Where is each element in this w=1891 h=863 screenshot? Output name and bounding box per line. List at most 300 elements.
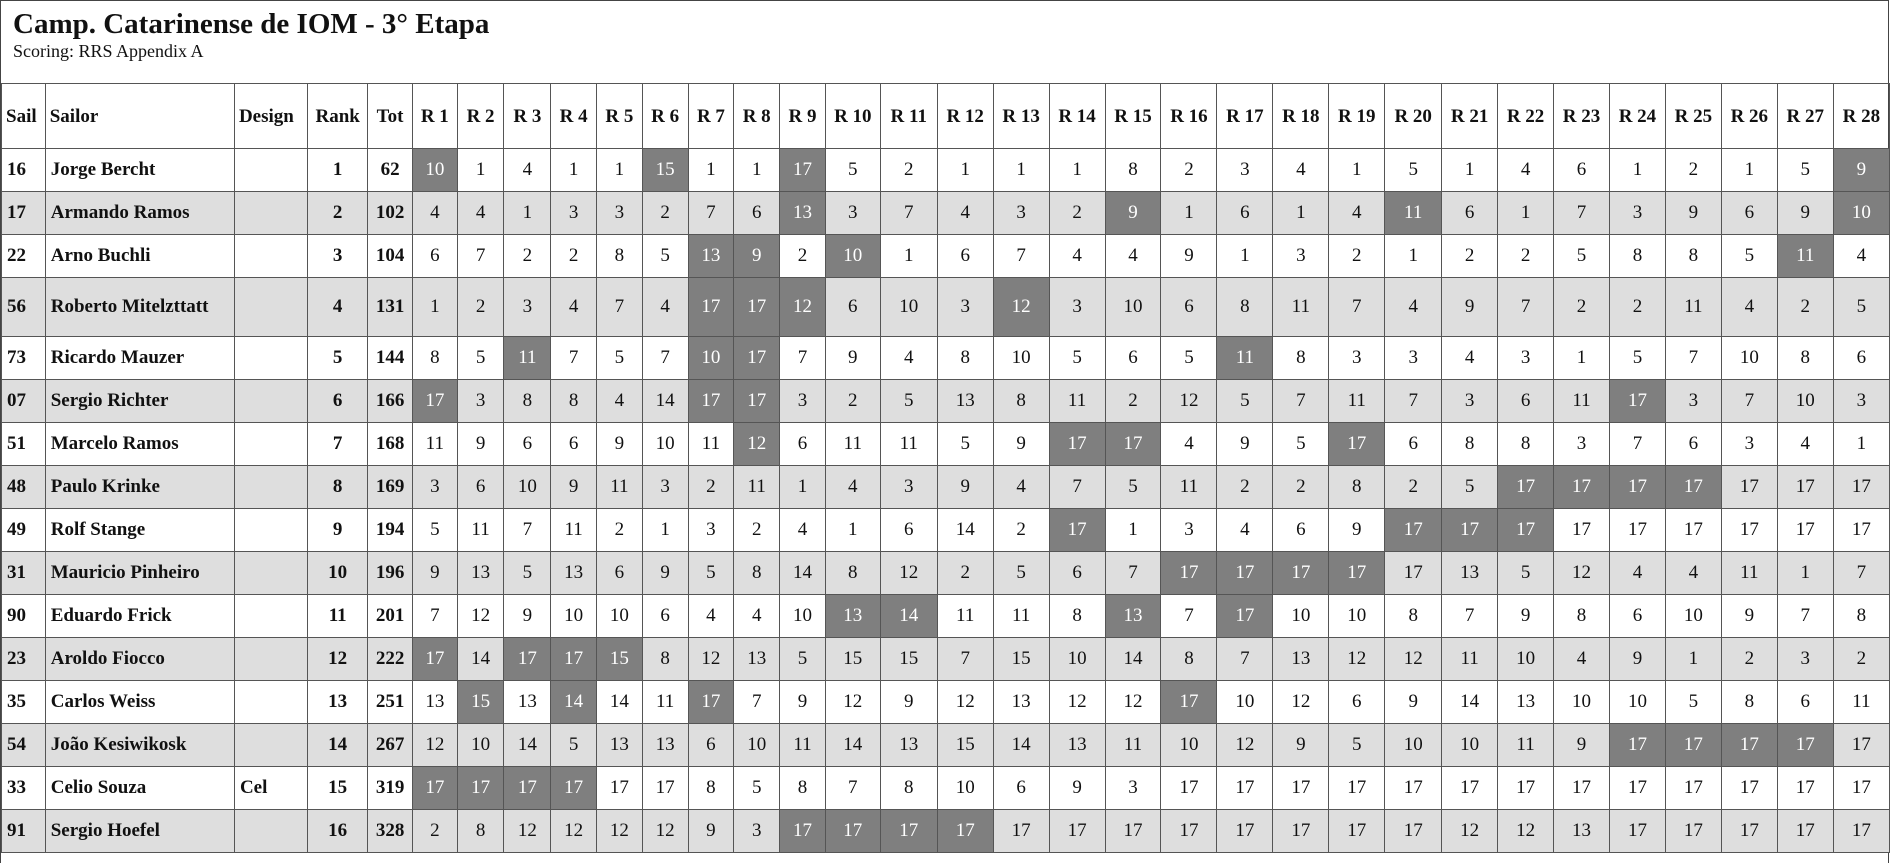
score-cell: 11 [993,595,1049,638]
sail-cell: 22 [2,235,46,278]
score-cell: 12 [597,810,643,853]
score-cell: 10 [551,595,597,638]
score-cell: 7 [504,509,551,552]
discarded-score-cell: 13 [780,192,826,235]
score-cell: 9 [688,810,734,853]
col-header-race: R 1 [412,84,457,149]
col-header-race: R 16 [1161,84,1217,149]
discarded-score-cell: 17 [1161,681,1217,724]
score-cell: 7 [1105,552,1161,595]
discarded-score-cell: 15 [457,681,504,724]
score-cell: 2 [1105,380,1161,423]
score-cell: 3 [734,810,780,853]
score-cell: 17 [1777,509,1833,552]
discarded-score-cell: 9 [1833,149,1889,192]
sail-cell: 91 [2,810,46,853]
score-cell: 11 [688,423,734,466]
score-cell: 2 [1329,235,1385,278]
score-cell: 1 [780,466,826,509]
discarded-score-cell: 17 [1329,423,1385,466]
sail-cell: 54 [2,724,46,767]
score-cell: 14 [642,380,688,423]
score-cell: 5 [1442,466,1498,509]
discarded-score-cell: 10 [825,235,880,278]
score-cell: 3 [1385,337,1442,380]
score-cell: 5 [1609,337,1665,380]
score-cell: 3 [1105,767,1161,810]
score-cell: 12 [1442,810,1498,853]
discarded-score-cell: 11 [1217,337,1273,380]
score-cell: 8 [688,767,734,810]
score-cell: 7 [780,337,826,380]
score-cell: 11 [457,509,504,552]
total-cell: 169 [368,466,413,509]
discarded-score-cell: 11 [504,337,551,380]
score-cell: 6 [551,423,597,466]
score-cell: 7 [1442,595,1498,638]
score-cell: 10 [993,337,1049,380]
sailor-cell: Roberto Mitelzttatt [45,278,234,337]
score-cell: 1 [597,149,643,192]
score-cell: 12 [1105,681,1161,724]
score-cell: 9 [1329,509,1385,552]
score-cell: 5 [1105,466,1161,509]
discarded-score-cell: 13 [688,235,734,278]
discarded-score-cell: 17 [1105,423,1161,466]
score-cell: 8 [642,638,688,681]
score-cell: 7 [1777,595,1833,638]
score-cell: 4 [1665,552,1721,595]
score-cell: 1 [1273,192,1329,235]
score-cell: 7 [1721,380,1777,423]
discarded-score-cell: 17 [688,278,734,337]
score-cell: 4 [1385,278,1442,337]
score-cell: 11 [937,595,993,638]
score-cell: 17 [1554,767,1610,810]
col-header-tot: Tot [368,84,413,149]
design-cell [234,380,307,423]
rank-cell: 4 [308,278,368,337]
score-cell: 6 [780,423,826,466]
score-cell: 3 [937,278,993,337]
score-cell: 6 [688,724,734,767]
score-cell: 9 [1721,595,1777,638]
score-cell: 1 [1442,149,1498,192]
discarded-score-cell: 12 [993,278,1049,337]
total-cell: 168 [368,423,413,466]
score-cell: 11 [1498,724,1554,767]
col-header-sailor: Sailor [45,84,234,149]
score-cell: 17 [1385,552,1442,595]
score-cell: 6 [1721,192,1777,235]
score-cell: 11 [642,681,688,724]
score-cell: 2 [1665,149,1721,192]
score-cell: 12 [1498,810,1554,853]
score-cell: 11 [880,423,937,466]
score-cell: 3 [1049,278,1105,337]
score-cell: 11 [1105,724,1161,767]
total-cell: 251 [368,681,413,724]
col-header-race: R 20 [1385,84,1442,149]
table-row [2,595,1890,638]
score-cell: 6 [880,509,937,552]
col-header-race: R 10 [825,84,880,149]
score-cell: 2 [1498,235,1554,278]
score-cell: 4 [937,192,993,235]
score-cell: 11 [1161,466,1217,509]
score-cell: 1 [642,509,688,552]
score-cell: 11 [1273,278,1329,337]
total-cell: 194 [368,509,413,552]
score-cell: 5 [457,337,504,380]
score-cell: 3 [1554,423,1610,466]
score-cell: 17 [1609,509,1665,552]
score-cell: 17 [597,767,643,810]
design-cell [234,552,307,595]
score-cell: 9 [780,681,826,724]
score-cell: 5 [1161,337,1217,380]
score-cell: 8 [1105,149,1161,192]
score-cell: 14 [993,724,1049,767]
score-cell: 5 [597,337,643,380]
score-cell: 7 [993,235,1049,278]
design-cell [234,810,307,853]
rank-cell: 10 [308,552,368,595]
score-cell: 17 [1385,767,1442,810]
score-cell: 9 [504,595,551,638]
score-cell: 13 [1554,810,1610,853]
score-cell: 4 [880,337,937,380]
table-row [2,235,1890,278]
score-cell: 13 [457,552,504,595]
score-cell: 4 [688,595,734,638]
score-cell: 17 [1217,767,1273,810]
results-table [1,83,1890,853]
score-cell: 17 [1609,810,1665,853]
sailor-cell: Sergio Richter [45,380,234,423]
sail-cell: 48 [2,466,46,509]
score-cell: 4 [1161,423,1217,466]
score-cell: 10 [780,595,826,638]
score-cell: 1 [1385,235,1442,278]
score-cell: 4 [642,278,688,337]
score-cell: 1 [688,149,734,192]
score-cell: 6 [1554,149,1610,192]
discarded-score-cell: 13 [1105,595,1161,638]
score-cell: 11 [825,423,880,466]
score-cell: 2 [1273,466,1329,509]
col-header-race: R 15 [1105,84,1161,149]
score-cell: 17 [1609,767,1665,810]
score-cell: 14 [937,509,993,552]
rank-cell: 11 [308,595,368,638]
score-cell: 3 [1777,638,1833,681]
score-cell: 6 [937,235,993,278]
score-cell: 10 [1049,638,1105,681]
score-cell: 10 [597,595,643,638]
score-cell: 3 [642,466,688,509]
score-cell: 7 [825,767,880,810]
score-cell: 17 [1273,810,1329,853]
score-cell: 17 [1217,810,1273,853]
score-cell: 7 [1665,337,1721,380]
score-cell: 11 [780,724,826,767]
score-cell: 9 [993,423,1049,466]
score-cell: 10 [1385,724,1442,767]
score-cell: 7 [937,638,993,681]
score-cell: 1 [1105,509,1161,552]
rank-cell: 16 [308,810,368,853]
score-cell: 10 [880,278,937,337]
discarded-score-cell: 17 [1498,466,1554,509]
score-cell: 11 [1554,380,1610,423]
discarded-score-cell: 15 [642,149,688,192]
score-cell: 7 [1609,423,1665,466]
table-row [2,337,1890,380]
score-cell: 1 [457,149,504,192]
score-cell: 17 [1665,810,1721,853]
rank-cell: 9 [308,509,368,552]
discarded-score-cell: 17 [1498,509,1554,552]
sailor-cell: Celio Souza [45,767,234,810]
discarded-score-cell: 17 [1777,724,1833,767]
score-cell: 2 [412,810,457,853]
score-cell: 6 [993,767,1049,810]
discarded-score-cell: 17 [1161,552,1217,595]
sail-cell: 73 [2,337,46,380]
score-cell: 9 [1217,423,1273,466]
score-cell: 2 [597,509,643,552]
discarded-score-cell: 17 [1049,509,1105,552]
score-cell: 10 [504,466,551,509]
score-cell: 11 [1833,681,1889,724]
sailor-cell: Armando Ramos [45,192,234,235]
score-cell: 17 [1665,509,1721,552]
table-row [2,466,1890,509]
discarded-score-cell: 17 [734,278,780,337]
col-header-race: R 13 [993,84,1049,149]
header-row [2,84,1890,149]
score-cell: 8 [1442,423,1498,466]
score-cell: 7 [1385,380,1442,423]
score-cell: 6 [1385,423,1442,466]
score-cell: 14 [597,681,643,724]
col-header-sail: Sail [2,84,46,149]
score-cell: 13 [1442,552,1498,595]
discarded-score-cell: 17 [1665,724,1721,767]
score-cell: 6 [1498,380,1554,423]
discarded-score-cell: 17 [780,149,826,192]
discarded-score-cell: 17 [412,767,457,810]
col-header-race: R 23 [1554,84,1610,149]
score-cell: 17 [1721,466,1777,509]
discarded-score-cell: 14 [880,595,937,638]
col-header-race: R 26 [1721,84,1777,149]
discarded-score-cell: 17 [1554,466,1610,509]
score-cell: 17 [1161,767,1217,810]
rank-cell: 2 [308,192,368,235]
score-cell: 4 [1442,337,1498,380]
score-cell: 8 [504,380,551,423]
score-cell: 6 [1273,509,1329,552]
discarded-score-cell: 17 [880,810,937,853]
score-cell: 11 [1329,380,1385,423]
col-header-race: R 2 [457,84,504,149]
score-cell: 1 [825,509,880,552]
discarded-score-cell: 15 [597,638,643,681]
sailor-cell: Sergio Hoefel [45,810,234,853]
score-cell: 12 [1554,552,1610,595]
score-cell: 1 [412,278,457,337]
discarded-score-cell: 9 [734,235,780,278]
sail-cell: 07 [2,380,46,423]
total-cell: 319 [368,767,413,810]
discarded-score-cell: 17 [504,767,551,810]
discarded-score-cell: 12 [780,278,826,337]
design-cell [234,595,307,638]
score-cell: 2 [780,235,826,278]
score-cell: 5 [551,724,597,767]
score-cell: 11 [1442,638,1498,681]
score-cell: 17 [1833,724,1889,767]
rank-cell: 3 [308,235,368,278]
score-cell: 13 [1049,724,1105,767]
title-block [1,1,1888,83]
score-cell: 13 [642,724,688,767]
score-cell: 5 [993,552,1049,595]
score-cell: 8 [1498,423,1554,466]
design-cell [234,149,307,192]
sailor-cell: Eduardo Frick [45,595,234,638]
score-cell: 17 [1442,767,1498,810]
score-cell: 14 [825,724,880,767]
score-cell: 4 [993,466,1049,509]
score-cell: 17 [1833,466,1889,509]
discarded-score-cell: 17 [780,810,826,853]
score-cell: 3 [457,380,504,423]
score-cell: 1 [937,149,993,192]
discarded-score-cell: 17 [412,380,457,423]
score-cell: 2 [1217,466,1273,509]
score-cell: 8 [412,337,457,380]
score-cell: 8 [457,810,504,853]
score-cell: 6 [1161,278,1217,337]
score-cell: 2 [1161,149,1217,192]
score-cell: 5 [688,552,734,595]
score-cell: 17 [1665,767,1721,810]
score-cell: 5 [504,552,551,595]
score-cell: 8 [1721,681,1777,724]
score-cell: 11 [1665,278,1721,337]
scoring-subtitle: Scoring: RRS Appendix A [13,41,204,61]
total-cell: 196 [368,552,413,595]
score-cell: 3 [1721,423,1777,466]
score-cell: 9 [597,423,643,466]
score-cell: 2 [880,149,937,192]
score-cell: 7 [457,235,504,278]
score-cell: 10 [1777,380,1833,423]
discarded-score-cell: 14 [551,681,597,724]
score-cell: 9 [412,552,457,595]
score-cell: 4 [1049,235,1105,278]
score-cell: 3 [825,192,880,235]
score-cell: 2 [551,235,597,278]
score-cell: 3 [1217,149,1273,192]
score-cell: 8 [937,337,993,380]
score-cell: 4 [1273,149,1329,192]
score-cell: 9 [1385,681,1442,724]
score-cell: 6 [457,466,504,509]
design-cell: Cel [234,767,307,810]
col-header-race: R 12 [937,84,993,149]
score-cell: 14 [504,724,551,767]
rank-cell: 1 [308,149,368,192]
table-row [2,767,1890,810]
sail-cell: 16 [2,149,46,192]
score-cell: 10 [1217,681,1273,724]
score-cell: 17 [1833,810,1889,853]
score-cell: 17 [1777,767,1833,810]
score-cell: 8 [1385,595,1442,638]
score-cell: 2 [457,278,504,337]
rank-cell: 15 [308,767,368,810]
score-cell: 4 [825,466,880,509]
score-cell: 5 [1833,278,1889,337]
score-cell: 17 [1329,767,1385,810]
score-cell: 15 [993,638,1049,681]
discarded-score-cell: 11 [1777,235,1833,278]
score-cell: 9 [1273,724,1329,767]
score-cell: 4 [734,595,780,638]
score-cell: 6 [1105,337,1161,380]
table-row [2,724,1890,767]
score-cell: 14 [780,552,826,595]
score-cell: 3 [412,466,457,509]
score-cell: 17 [1498,767,1554,810]
score-cell: 4 [1498,149,1554,192]
score-cell: 10 [642,423,688,466]
score-cell: 8 [1554,595,1610,638]
score-cell: 17 [1721,509,1777,552]
page-title: Camp. Catarinense de IOM - 3° Etapa [13,8,490,40]
sail-cell: 35 [2,681,46,724]
score-cell: 8 [734,552,780,595]
score-cell: 13 [412,681,457,724]
score-cell: 5 [1554,235,1610,278]
score-cell: 1 [1161,192,1217,235]
score-cell: 17 [1777,810,1833,853]
score-cell: 8 [1273,337,1329,380]
table-row [2,149,1890,192]
design-cell [234,278,307,337]
score-cell: 9 [1554,724,1610,767]
score-cell: 9 [1049,767,1105,810]
score-cell: 6 [1665,423,1721,466]
col-header-race: R 14 [1049,84,1105,149]
rank-cell: 14 [308,724,368,767]
rank-cell: 6 [308,380,368,423]
score-cell: 10 [1442,724,1498,767]
score-cell: 12 [880,552,937,595]
score-cell: 17 [1385,810,1442,853]
total-cell: 267 [368,724,413,767]
score-cell: 4 [1609,552,1665,595]
sailor-cell: Paulo Krinke [45,466,234,509]
score-cell: 14 [1105,638,1161,681]
score-cell: 14 [1442,681,1498,724]
discarded-score-cell: 17 [1329,552,1385,595]
score-cell: 4 [457,192,504,235]
